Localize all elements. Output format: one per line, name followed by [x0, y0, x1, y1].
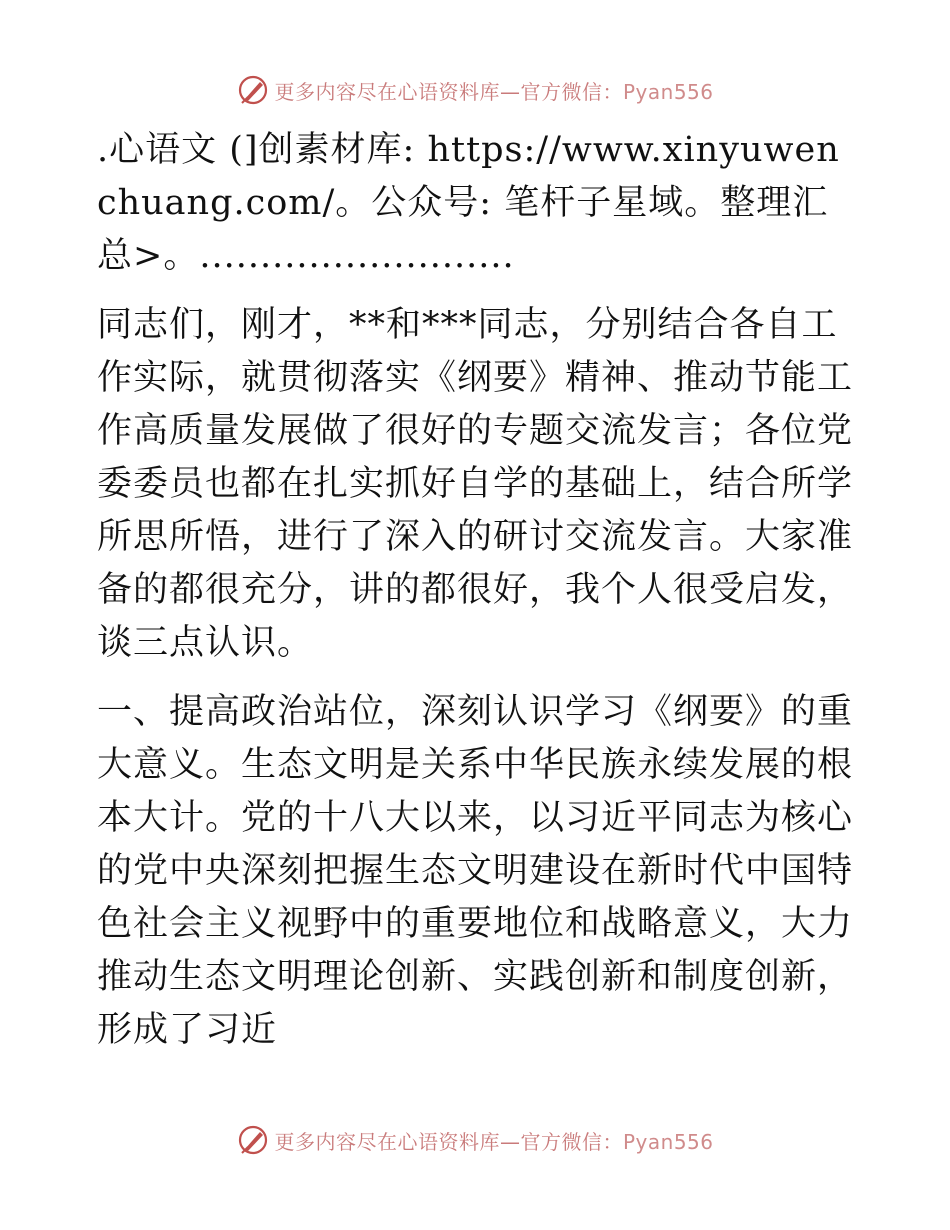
watermark-dash: — [499, 1129, 521, 1154]
feather-pen-circle-icon [236, 1123, 270, 1157]
watermark-group [236, 73, 713, 107]
header-watermark [0, 70, 950, 110]
document-body [97, 124, 857, 1057]
watermark-site-text: 更多内容尽在心语资料库 [274, 79, 500, 104]
paragraph-2: 一、提高政治站位，深刻认识学习《纲要》的重大意义。生态文明是关系中华民族永续发展的根本大计。党的十八大以来，以习近平同志为核心的党中央深刻把握生态文明建设在新时代中国特色社会主义视野中的重要地位和战略意义，大力推动生态文明理论创新、实践创新和制度创新，形成了习近 [97, 692, 854, 1050]
watermark-wechat-id: Pyan556 [622, 1129, 714, 1154]
footer-watermark [0, 1120, 950, 1160]
watermark-dash: — [499, 79, 521, 104]
paragraph-1: 同志们，刚才，**和***同志，分别结合各自工作实际，就贯彻落实《纲要》精神、推动节能工作高质量发展做了很好的专题交流发言；各位党委委员也都在扎实抓好自学的基础上，结合所学所思所悟，进行了深入的研讨交流发言。大家准备的都很充分，讲的都很好，我个人很受启发，谈三点认识。 [97, 305, 854, 663]
watermark-text-bottom [274, 1126, 713, 1155]
header-note: .心语文 (]创素材库: https://www.xinyuwenchuang.com/。公众号: 笔杆子星域。整理汇总>。.......................... [97, 130, 840, 276]
watermark-wechat-label: 官方微信： [520, 1129, 623, 1154]
watermark-group-bottom [236, 1123, 713, 1157]
watermark-text [274, 76, 713, 105]
watermark-site-text: 更多内容尽在心语资料库 [274, 1129, 500, 1154]
feather-pen-circle-icon [236, 73, 270, 107]
watermark-wechat-id: Pyan556 [622, 79, 714, 104]
watermark-wechat-label: 官方微信： [520, 79, 623, 104]
